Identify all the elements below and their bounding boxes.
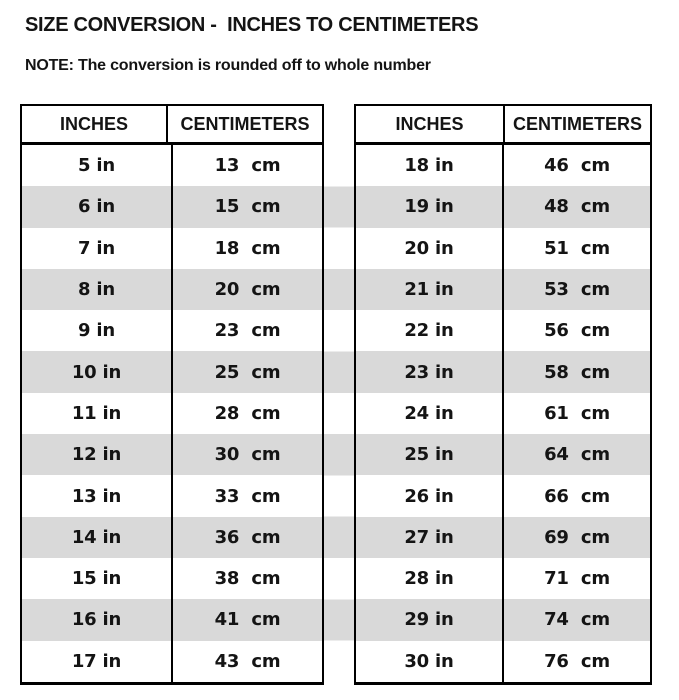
inches-cell: 26 in [356,475,504,516]
table-row [356,310,650,351]
table-row [22,145,322,186]
table-header-row [22,106,322,145]
inches-cell: 7 in [22,228,173,269]
centimeters-cell: 38 cm [214,568,281,590]
inches-cell: 8 in [22,269,173,310]
centimeters-cell: 53 cm [544,279,610,301]
table-row [356,517,650,558]
centimeters-cell: 15 cm [214,196,281,218]
inches-cell: 9 in [22,310,173,351]
centimeters-cell: 43 cm [214,650,281,672]
table-row [22,393,322,434]
inches-cell: 24 in [356,393,504,434]
centimeters-cell: 58 cm [544,361,610,383]
centimeters-column-header: CENTIMETERS [180,113,310,134]
inches-cell: 29 in [356,599,504,640]
centimeters-cell: 23 cm [214,320,281,342]
table-row [22,186,322,227]
table-row [356,475,650,516]
table-row [356,351,650,392]
centimeters-cell: 46 cm [544,155,610,177]
table-row [22,351,322,392]
table-row [356,558,650,599]
table-row [22,641,322,682]
inches-cell: 10 in [22,351,173,392]
table-row [356,186,650,227]
inches-cell: 11 in [22,393,173,434]
centimeters-cell: 28 cm [214,402,281,424]
centimeters-cell: 18 cm [214,237,281,259]
inches-cell: 25 in [356,434,504,475]
stripe-gap [324,145,354,682]
centimeters-cell: 69 cm [544,526,610,548]
inches-cell: 18 in [356,145,504,186]
table-row [356,599,650,640]
centimeters-cell: 36 cm [214,526,281,548]
inches-cell: 27 in [356,517,504,558]
page-title: SIZE CONVERSION - INCHES TO CENTIMETERS [25,14,479,36]
centimeters-cell: 71 cm [544,568,610,590]
centimeters-cell: 30 cm [214,444,281,466]
table-row [356,145,650,186]
centimeters-cell: 51 cm [544,237,610,259]
centimeters-cell: 33 cm [214,485,281,507]
table-row [22,599,322,640]
table-row [22,558,322,599]
centimeters-cell: 25 cm [214,361,281,383]
centimeters-cell: 56 cm [544,320,610,342]
table-row [22,310,322,351]
centimeters-cell: 20 cm [214,279,281,301]
centimeters-cell: 48 cm [544,196,610,218]
table-row [22,434,322,475]
table-row [356,641,650,682]
table-header-row [356,106,650,145]
inches-cell: 21 in [356,269,504,310]
table-body [356,145,650,682]
table-row [356,393,650,434]
inches-cell: 30 in [356,641,504,682]
centimeters-column-header: CENTIMETERS [512,113,642,134]
centimeters-cell: 41 cm [214,609,281,631]
conversion-tables [20,104,652,685]
table-row [22,475,322,516]
centimeters-cell: 61 cm [544,402,610,424]
note-text: NOTE: The conversion is rounded off to whole number [25,57,431,74]
table-row [22,517,322,558]
inches-cell: 12 in [22,434,173,475]
inches-cell: 17 in [22,641,173,682]
inches-cell: 5 in [22,145,173,186]
inches-cell: 15 in [22,558,173,599]
inches-column-header: INCHES [22,106,168,142]
conversion-table-left [20,104,324,685]
inches-cell: 28 in [356,558,504,599]
inches-cell: 22 in [356,310,504,351]
table-row [356,434,650,475]
table-row [22,228,322,269]
centimeters-cell: 74 cm [544,609,610,631]
inches-cell: 23 in [356,351,504,392]
inches-cell: 14 in [22,517,173,558]
inches-cell: 20 in [356,228,504,269]
inches-cell: 19 in [356,186,504,227]
centimeters-cell: 64 cm [544,444,610,466]
centimeters-cell: 66 cm [544,485,610,507]
inches-cell: 6 in [22,186,173,227]
centimeters-cell: 76 cm [544,650,610,672]
centimeters-cell: 13 cm [214,155,281,177]
conversion-table-right [354,104,652,685]
inches-cell: 16 in [22,599,173,640]
table-row [356,269,650,310]
table-row [356,228,650,269]
inches-column-header: INCHES [356,106,505,142]
inches-cell: 13 in [22,475,173,516]
table-row [22,269,322,310]
table-body [22,145,322,682]
